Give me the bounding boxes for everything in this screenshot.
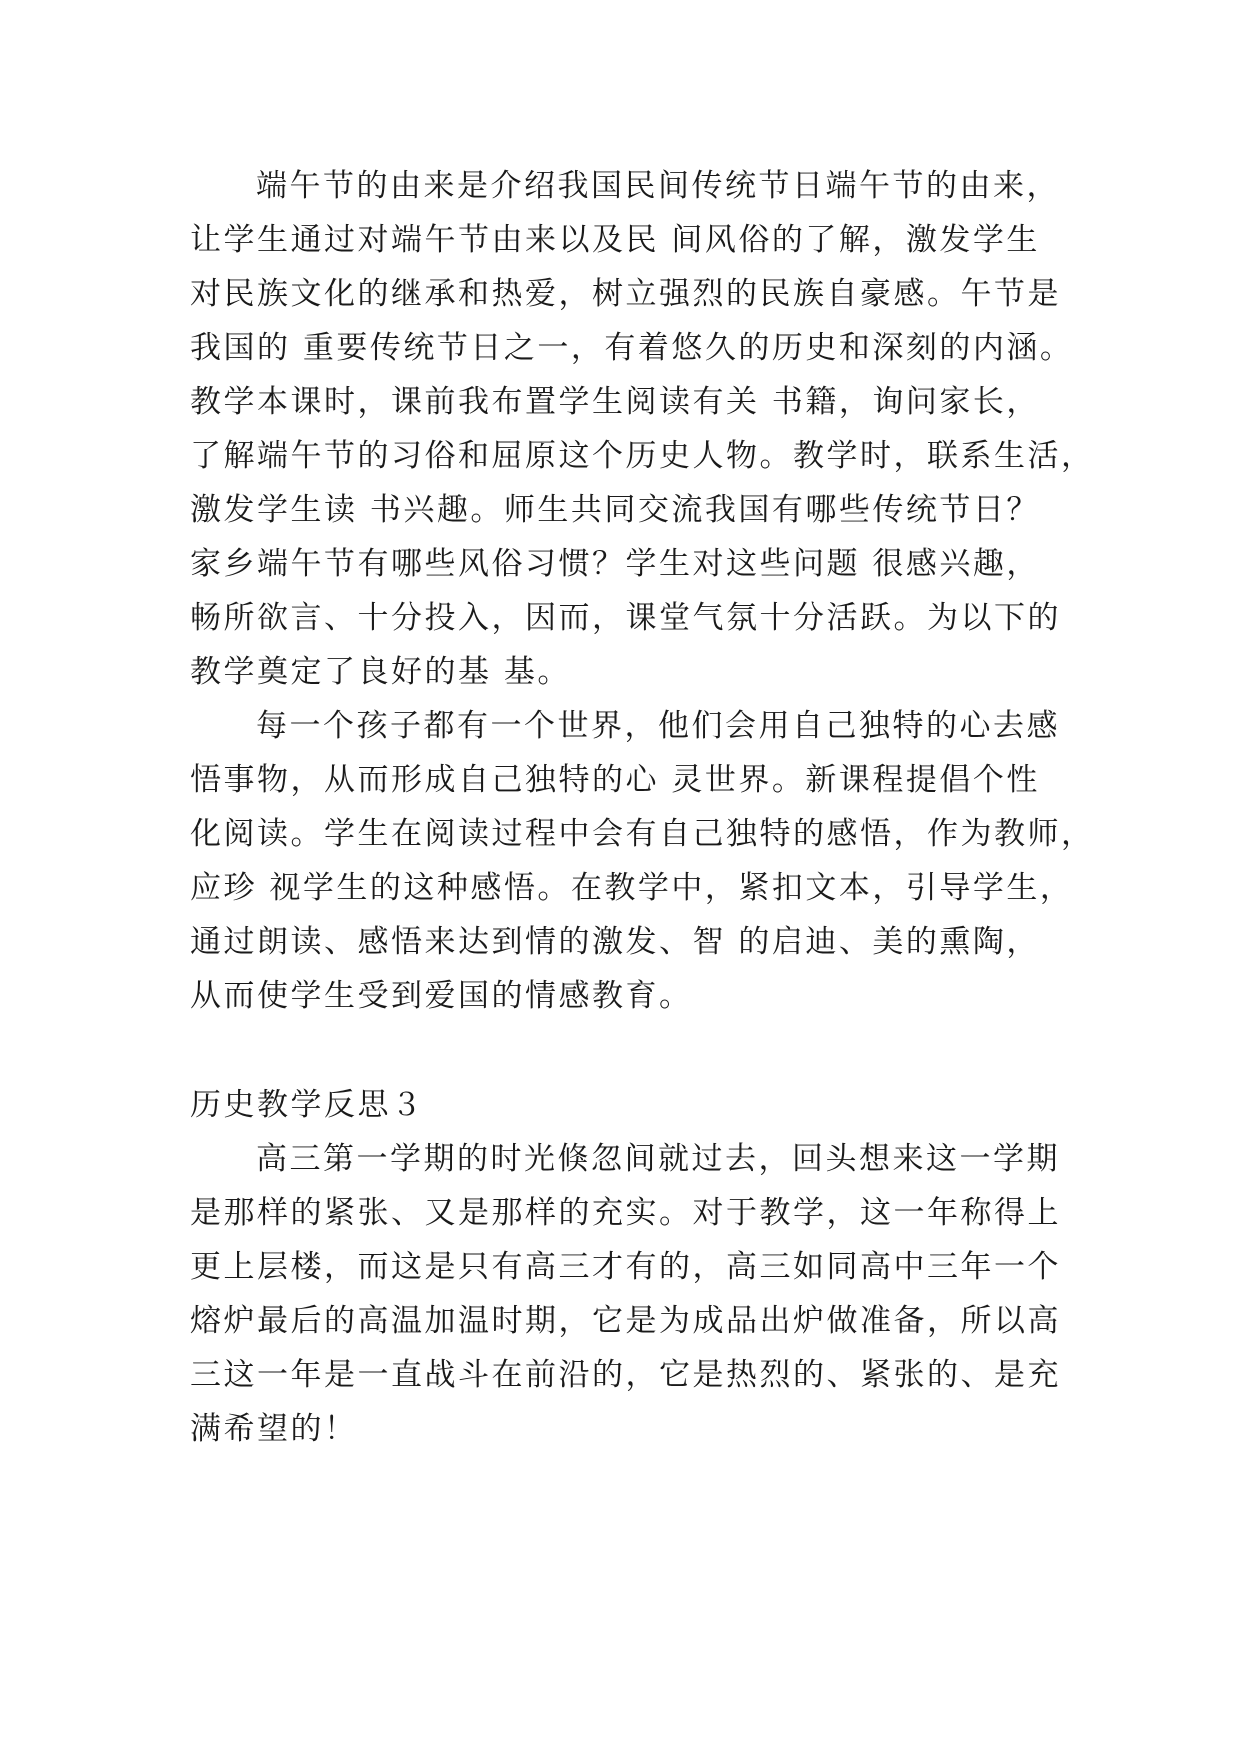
paragraph-2-line-6: 从而使学生受到爱国的情感教育。: [190, 978, 693, 1014]
paragraph-1-line-10: 教学奠定了良好的基 基。: [190, 654, 571, 690]
paragraph-3-line-3: 更上层楼，而这是只有高三才有的，高三如同高中三年一个: [190, 1249, 1061, 1285]
section-heading: 历史教学反思３: [190, 1087, 425, 1123]
paragraph-2-line-5: 通过朗读、感悟来达到情的激发、智 的启迪、美的熏陶，: [190, 924, 1040, 960]
paragraph-1-line-2: 让学生通过对端午节由来以及民 间风俗的了解，激发学生: [190, 222, 1040, 258]
paragraph-1-line-3: 对民族文化的继承和热爱，树立强烈的民族自豪感。午节是: [190, 276, 1061, 312]
paragraph-2-line-3: 化阅读。学生在阅读过程中会有自己独特的感悟，作为教师，: [190, 816, 1095, 852]
paragraph-3-line-2: 是那样的紧张、又是那样的充实。对于教学，这一年称得上: [190, 1195, 1061, 1231]
paragraph-1-line-1: 端午节的由来是介绍我国民间传统节日端午节的由来，: [256, 168, 1060, 204]
paragraph-3-line-1: 高三第一学期的时光倏忽间就过去，回头想来这一学期: [256, 1141, 1060, 1177]
paragraph-1-line-6: 了解端午节的习俗和屈原这个历史人物。教学时，联系生活，: [190, 438, 1095, 474]
paragraph-1-line-9: 畅所欲言、十分投入，因而，课堂气氛十分活跃。为以下的: [190, 600, 1061, 636]
paragraph-1-line-5: 教学本课时，课前我布置学生阅读有关 书籍，询问家长，: [190, 384, 1040, 420]
paragraph-2-line-1: 每一个孩子都有一个世界，他们会用自己独特的心去感: [256, 708, 1060, 744]
paragraph-1-line-4: 我国的 重要传统节日之一，有着悠久的历史和深刻的内涵。: [190, 330, 1074, 366]
paragraph-2-line-2: 悟事物，从而形成自己独特的心 灵世界。新课程提倡个性: [190, 762, 1040, 798]
paragraph-3-line-6: 满希望的！: [190, 1411, 358, 1447]
paragraph-3-line-5: 三这一年是一直战斗在前沿的，它是热烈的、紧张的、是充: [190, 1357, 1061, 1393]
paragraph-3-line-4: 熔炉最后的高温加温时期，它是为成品出炉做准备，所以高: [190, 1303, 1061, 1339]
paragraph-2-line-4: 应珍 视学生的这种感悟。在教学中，紧扣文本，引导学生，: [190, 870, 1074, 906]
paragraph-1-line-8: 家乡端午节有哪些风俗习惯？学生对这些问题 很感兴趣，: [190, 546, 1040, 582]
paragraph-1-line-7: 激发学生读 书兴趣。师生共同交流我国有哪些传统节日？: [190, 492, 1040, 528]
